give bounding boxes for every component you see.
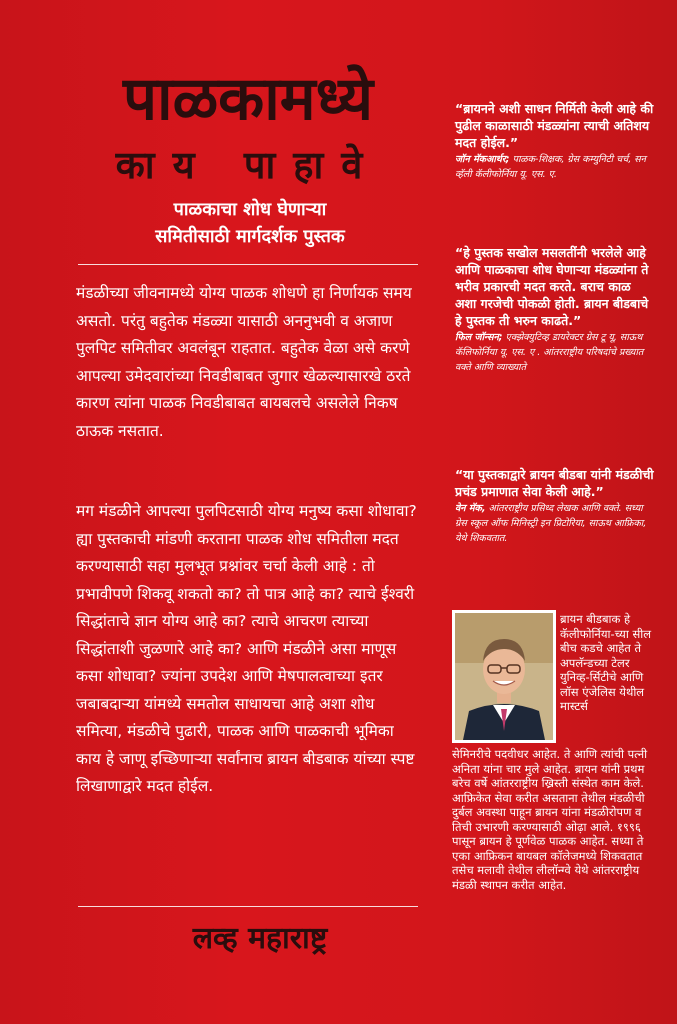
- endorsement-quote: “या पुस्तकाद्वारे ब्रायन बीडबा यांनी मंडळीची प्रचंड प्रमाणात सेवा केली आहे.”: [455, 467, 654, 499]
- book-subtitle: [95, 196, 405, 250]
- endorsement-attribution: [455, 330, 655, 375]
- author-bio-bottom: सेमिनरीचे पदवीधर आहेत. ते आणि त्यांची पत्नी अनिता यांना चार मुले आहेत. ब्रायन यांनी प्रथम बरेच वर्षे आंतरराष्ट्रीय ख्रिस्ती संस्थेत काम केले. आफ्रिकेत सेवा करीत असताना तेथील मंडळीची दुर्बल अवस्था पाहून ब्रायन यांना मंडळीरोपण व तिची उभारणी करण्यासाठी ओढ़ा आले. १९९६ पासून ब्रायन हे पूर्णवेळ पाळक आहेत. सध्या ते एका आफ्रिकन बायबल कॉलेजमध्ये शिकवतात तसेच मलावी तेथील लीलॉन्ग्वे येथे आंतरराष्ट्रीय मंडळी स्थापन करीत आहेत.: [452, 747, 648, 892]
- divider-top: [78, 264, 418, 265]
- endorser-name: वेन मॅक,: [455, 503, 486, 514]
- book-title-line2: काय पाहावे: [115, 143, 381, 187]
- description-paragraph-2: मग मंडळीने आपल्या पुलपिटसाठी योग्य मनुष्य कसा शोधावा? ह्या पुस्तकाची मांडणी करताना पाळक शोध समितीला मदत करण्यासाठी सहा मुलभूत प्रश्नांवर चर्चा केली आहे : तो प्रभावीपणे शिकवू शकतो का? तो पात्र आहे का? त्याचे ईश्वरी सिद्धांताचे ज्ञान योग्य आहे का? त्याचे आचरण त्याच्या सिद्धांताशी जुळणारे आहे का? आणि मंडळीने असा माणूस कसा शोधावा? ज्यांना उपदेश आणि मेषपालत्वाच्या इतर जबाबदाऱ्या यांमध्ये समतोल साधायचा आहे अशा शोध समित्या, मंडळीचे पुढारी, पाळक आणि पाळकाची भूमिका काय हे जाणू इच्छिणाऱ्या सर्वांनाच ब्रायन बीडबाक यांच्या स्पष्ट लिखाणाद्वारे मदत होईल.: [76, 502, 417, 795]
- endorsement-quote: “ब्रायनने अशी साधन निर्मिती केली आहे की पुढील काळासाठी मंडळ्यांना त्याची अतिशय मदत होईल.”: [455, 101, 654, 150]
- endorsement-2: [455, 244, 655, 375]
- endorser-name: फिल जॉन्सन;: [455, 332, 503, 343]
- subtitle-line2: समितीसाठी मार्गदर्शक पुस्तक: [155, 226, 345, 247]
- book-title-line1: पाळकामध्ये: [122, 64, 374, 134]
- subtitle-line1: पाळकाचा शोध घेणाऱ्या: [173, 199, 327, 220]
- publisher-logo-text: लव्ह महाराष्ट्र: [192, 921, 328, 956]
- endorser-role: एक्झेक्युटिव्ह डायरेक्टर ग्रेस टू यू, साऊथ कॅलिफोर्निया यू. एस. ए . आंतरराष्ट्रीय परिषदांचे प्रख्यात वक्ते आणि व्याख्याते: [455, 332, 644, 373]
- endorsement-attribution: [455, 501, 655, 546]
- author-photo: [452, 610, 556, 743]
- endorser-name: जॉन मॅकआर्थर;: [455, 154, 510, 165]
- endorsement-3: [455, 466, 655, 546]
- endorsement-attribution: [455, 152, 655, 182]
- endorsement-quote: “हे पुस्तक सखोल मसलतींनी भरलेले आहे आणि पाळकाचा शोध घेणाऱ्या मंडळ्यांना ते भरीव प्रकारची मदत करते. बराच काळ अशा गरजेची पोकळी होती. ब्रायन बीडबाचे हे पुस्तक ती भरुन काढते.”: [455, 245, 649, 328]
- endorser-role: पाळक-शिक्षक, ग्रेस कम्युनिटी चर्च, सन व्हॅली कॅलीफोर्निया यू. एस. ए.: [455, 154, 646, 180]
- divider-bottom: [78, 906, 418, 907]
- endorser-role: आंतरराष्ट्रीय प्रसिध्द लेखक आणि वक्ते. सध्या ग्रेस स्कूल ऑफ मिनिस्ट्री इन प्रिटोरिया, साऊथ आफ्रिका, येथे शिकवतात.: [455, 503, 647, 544]
- author-bio-top: ब्रायन बीडबाक हे कॅलीफोर्निया-च्या सील बीच कडचे आहेत ते अपलॅन्डच्या टेलर युनिव्ह-र्सिटीचे आणि लॉस एंजेलिस येथील मास्टर्स: [560, 612, 652, 713]
- endorsement-1: [455, 100, 655, 182]
- description-paragraph-1: मंडळीच्या जीवनामध्ये योग्य पाळक शोधणे हा निर्णायक समय असतो. परंतु बहुतेक मंडळ्या यासाठी अननुभवी व अजाण पुलपिट समितीवर अवलंबून राहतात. बहुतेक वेळा असे करणे आपल्या उमेदवारांच्या निवडीबाबत जुगार खेळल्यासारखे ठरते कारण त्यांना पाळक निवडीबाबत बायबलचे असलेले निकष ठाऊक नसतात.: [76, 284, 412, 440]
